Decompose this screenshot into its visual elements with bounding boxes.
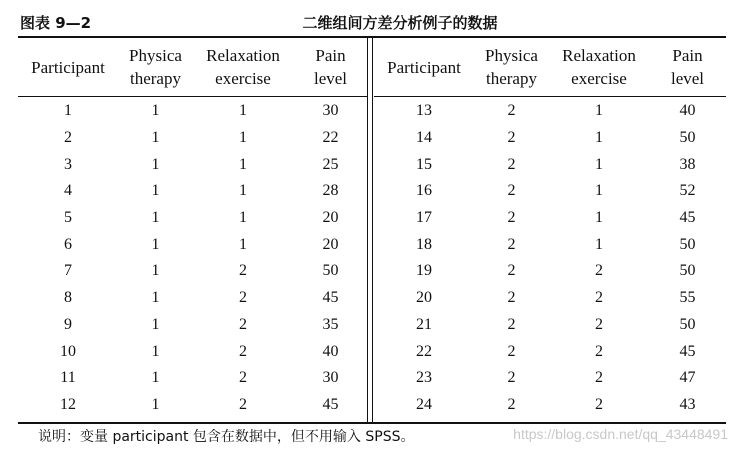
cell-relaxation-exercise: 2: [239, 369, 247, 387]
cell-pain-level: 45: [679, 209, 696, 227]
table-row: [18, 392, 368, 419]
table-row: [18, 365, 368, 392]
table-row: [18, 312, 368, 339]
cell-relaxation-exercise: 1: [239, 129, 247, 147]
cell-physical-therapy: 2: [507, 369, 516, 387]
cell-relaxation-exercise: 2: [595, 315, 603, 333]
cell-relaxation-exercise: 2: [595, 262, 603, 280]
cell-participant: 13: [416, 102, 432, 120]
header-pain-level: Pain level: [313, 46, 348, 88]
cell-physical-therapy: 1: [151, 369, 160, 387]
header-participant: Participant: [31, 57, 105, 77]
header-relaxation-exercise: Relaxation exercise: [562, 46, 636, 88]
table-row: [18, 338, 368, 365]
cell-participant: 12: [60, 395, 76, 413]
cell-relaxation-exercise: 1: [595, 182, 603, 200]
table-row: [18, 151, 368, 178]
cell-physical-therapy: 2: [507, 262, 516, 280]
table-header-left: [18, 38, 368, 97]
cell-relaxation-exercise: 1: [595, 102, 603, 120]
header-physical-therapy: Physica therapy: [129, 46, 182, 88]
cell-pain-level: 40: [322, 342, 339, 360]
table-row: [374, 365, 726, 392]
cell-physical-therapy: 2: [507, 315, 516, 333]
table-row: [18, 98, 368, 125]
cell-relaxation-exercise: 2: [595, 289, 603, 307]
cell-physical-therapy: 1: [151, 235, 160, 253]
table-body-left: [18, 98, 368, 418]
cell-participant: 20: [416, 289, 432, 307]
cell-participant: 23: [416, 369, 432, 387]
cell-participant: 16: [416, 182, 432, 200]
cell-physical-therapy: 1: [151, 262, 160, 280]
cell-pain-level: 20: [322, 235, 339, 253]
cell-participant: 7: [64, 262, 72, 280]
table-row: [374, 258, 726, 285]
table-label: 图表 9—2: [20, 14, 92, 32]
cell-participant: 9: [64, 315, 72, 333]
table-row: [374, 231, 726, 258]
cell-physical-therapy: 2: [507, 289, 516, 307]
cell-participant: 6: [64, 235, 72, 253]
cell-pain-level: 43: [679, 395, 696, 413]
cell-pain-level: 50: [679, 315, 696, 333]
table-row: [374, 205, 726, 232]
table-left-half: [18, 38, 368, 422]
table-row: [374, 98, 726, 125]
watermark: https://blog.csdn.net/qq_43448491: [513, 426, 728, 442]
table-note: 说明：变量 participant 包含在数据中，但不用输入 SPSS。: [38, 429, 415, 445]
cell-physical-therapy: 2: [507, 102, 516, 120]
header-participant: Participant: [387, 57, 461, 77]
cell-relaxation-exercise: 2: [239, 395, 247, 413]
cell-physical-therapy: 2: [507, 235, 516, 253]
cell-pain-level: 47: [679, 369, 696, 387]
cell-relaxation-exercise: 1: [239, 155, 247, 173]
table-row: [18, 205, 368, 232]
table-row: [374, 125, 726, 152]
cell-relaxation-exercise: 2: [239, 315, 247, 333]
cell-relaxation-exercise: 2: [595, 369, 603, 387]
cell-pain-level: 30: [322, 102, 339, 120]
cell-pain-level: 52: [679, 182, 696, 200]
cell-participant: 1: [64, 102, 72, 120]
table-title: 二维组间方差分析例子的数据: [302, 14, 498, 32]
cell-physical-therapy: 2: [507, 395, 516, 413]
cell-relaxation-exercise: 1: [239, 235, 247, 253]
cell-relaxation-exercise: 1: [595, 129, 603, 147]
cell-pain-level: 45: [322, 395, 339, 413]
cell-physical-therapy: 2: [507, 342, 516, 360]
table-row: [374, 312, 726, 339]
cell-participant: 15: [416, 155, 432, 173]
cell-physical-therapy: 2: [507, 155, 516, 173]
cell-physical-therapy: 2: [507, 182, 516, 200]
table-header-right: [374, 38, 726, 97]
header-relaxation-exercise: Relaxation exercise: [206, 46, 280, 88]
cell-physical-therapy: 1: [151, 342, 160, 360]
cell-physical-therapy: 2: [507, 129, 516, 147]
cell-relaxation-exercise: 2: [239, 262, 247, 280]
cell-pain-level: 50: [679, 262, 696, 280]
table-row: [374, 151, 726, 178]
double-divider: [367, 38, 373, 422]
cell-relaxation-exercise: 1: [595, 155, 603, 173]
cell-participant: 17: [416, 209, 432, 227]
cell-participant: 18: [416, 235, 432, 253]
cell-relaxation-exercise: 1: [595, 235, 603, 253]
cell-participant: 10: [60, 342, 76, 360]
table-caption: [20, 8, 720, 38]
cell-pain-level: 50: [322, 262, 339, 280]
table-row: [18, 231, 368, 258]
cell-participant: 21: [416, 315, 432, 333]
cell-pain-level: 20: [322, 209, 339, 227]
cell-physical-therapy: 1: [151, 209, 160, 227]
cell-relaxation-exercise: 1: [239, 209, 247, 227]
cell-relaxation-exercise: 2: [595, 395, 603, 413]
cell-pain-level: 35: [322, 315, 339, 333]
table-row: [18, 125, 368, 152]
table-row: [374, 285, 726, 312]
cell-physical-therapy: 1: [151, 315, 160, 333]
cell-relaxation-exercise: 1: [239, 182, 247, 200]
cell-physical-therapy: 2: [507, 209, 516, 227]
cell-pain-level: 25: [322, 155, 339, 173]
cell-participant: 4: [64, 182, 72, 200]
cell-participant: 24: [416, 395, 432, 413]
table-row: [18, 285, 368, 312]
cell-pain-level: 38: [679, 155, 696, 173]
cell-participant: 2: [64, 129, 72, 147]
cell-participant: 11: [60, 369, 76, 387]
table-row: [18, 258, 368, 285]
table-row: [374, 178, 726, 205]
cell-relaxation-exercise: 2: [239, 289, 247, 307]
cell-pain-level: 50: [679, 129, 696, 147]
cell-physical-therapy: 1: [151, 102, 160, 120]
cell-pain-level: 45: [322, 289, 339, 307]
cell-physical-therapy: 1: [151, 289, 160, 307]
cell-pain-level: 30: [322, 369, 339, 387]
cell-pain-level: 50: [679, 235, 696, 253]
cell-pain-level: 22: [322, 129, 339, 147]
cell-physical-therapy: 1: [151, 155, 160, 173]
cell-participant: 8: [64, 289, 72, 307]
table-row: [374, 392, 726, 419]
cell-relaxation-exercise: 2: [239, 342, 247, 360]
table-row: [18, 178, 368, 205]
header-pain-level: Pain level: [670, 46, 705, 88]
cell-participant: 19: [416, 262, 432, 280]
cell-pain-level: 55: [679, 289, 696, 307]
table-row: [374, 338, 726, 365]
cell-pain-level: 45: [679, 342, 696, 360]
cell-relaxation-exercise: 1: [595, 209, 603, 227]
cell-relaxation-exercise: 1: [239, 102, 247, 120]
cell-participant: 14: [416, 129, 432, 147]
cell-physical-therapy: 1: [151, 129, 160, 147]
cell-participant: 5: [64, 209, 72, 227]
table-right-half: [374, 38, 726, 422]
cell-relaxation-exercise: 2: [595, 342, 603, 360]
header-physical-therapy: Physica therapy: [485, 46, 538, 88]
cell-pain-level: 40: [679, 102, 696, 120]
cell-participant: 3: [64, 155, 72, 173]
cell-pain-level: 28: [322, 182, 339, 200]
cell-physical-therapy: 1: [151, 395, 160, 413]
data-table: [18, 36, 726, 424]
cell-physical-therapy: 1: [151, 182, 160, 200]
table-body-right: [374, 98, 726, 418]
cell-participant: 22: [416, 342, 432, 360]
